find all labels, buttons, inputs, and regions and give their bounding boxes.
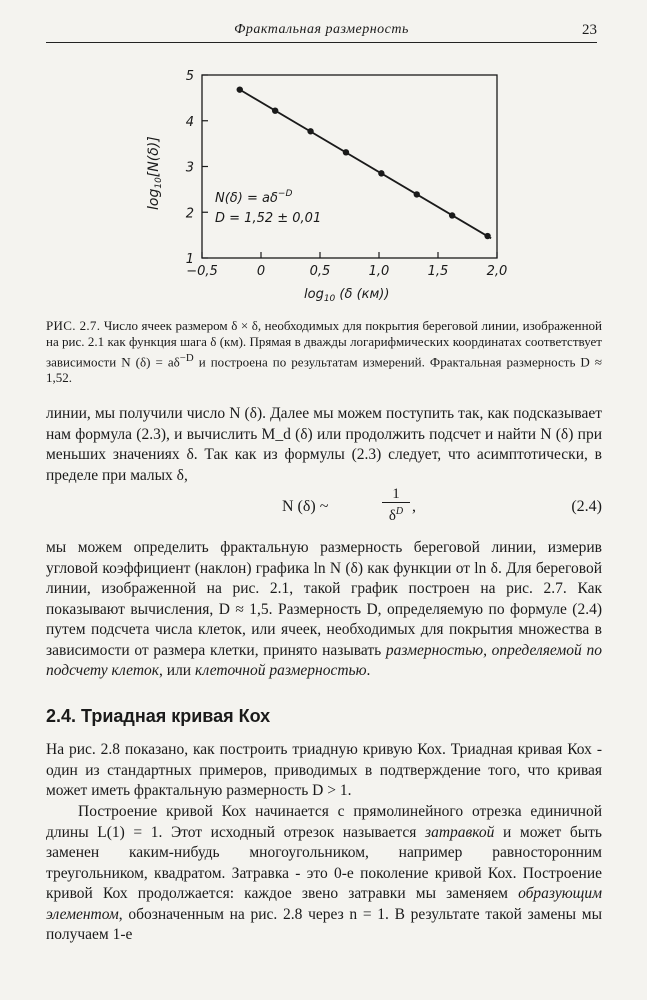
term-cell-dimension: клеточной размерностью	[194, 662, 367, 679]
data-point	[449, 212, 455, 218]
paragraph-1	[46, 404, 602, 486]
section-heading: 2.4. Триадная кривая Кох	[46, 706, 271, 726]
figure-2-7	[140, 70, 520, 310]
equation-number: (2.4)	[571, 498, 602, 515]
data-point	[307, 128, 313, 134]
y-tick-label: 3	[185, 160, 194, 176]
equation-fraction	[382, 486, 410, 525]
fraction-numerator: 1	[382, 486, 410, 503]
x-tick-label: 1,5	[427, 264, 449, 279]
y-tick-label: 1	[185, 252, 194, 267]
running-header	[46, 20, 597, 43]
term-generator: образующим элементом	[46, 885, 602, 923]
data-point	[343, 149, 349, 155]
fraction-denominator: $\delta^D$	[388, 506, 404, 524]
y-tick-label: 4	[185, 114, 194, 130]
y-tick-label: 2	[185, 206, 194, 222]
term-box-counting: размерностью, определяемой по подсчету клеток	[46, 641, 602, 679]
x-tick-label: 1,0	[368, 264, 390, 279]
fit-equation: $N(\delta) = a\delta^{-D}$	[215, 189, 293, 206]
page-number: 23	[582, 22, 597, 38]
term-initiator: затравкой	[425, 823, 495, 841]
x-tick-label: −0,5	[186, 264, 218, 279]
data-point	[414, 191, 420, 197]
plot-frame	[202, 75, 497, 258]
paragraph-1-text: линии, мы получили число N (δ). Далее мы можем поступить так, как подсказывает нам формула (2.3), и вычислить M_d (δ) или продолжить подсчет и найти N (δ) при меньших значениях δ. Так как из формулы (2.3) следует, что асимптотически, в пределе при малых δ,	[46, 405, 602, 484]
running-title: Фрактальная размерность	[234, 22, 409, 37]
paragraph-3-text: На рис. 2.8 показано, как построить триадную кривую Кох. Триадная кривая Кох - один из стандартных примеров, приводимых в подтверждение того, что кривая может иметь фрактальную размерность D > 1.	[46, 741, 602, 799]
equation-2-4	[46, 486, 602, 528]
x-axis-label: $\log_{10} (\delta$ (км))	[304, 287, 390, 304]
paragraph-2: мы можем определить фрактальную размерность береговой линии, измерив угловой коэффициент (наклон) графика ln N (δ) как функции от ln δ. Для береговой линии, изображенной на рис. 2.1, такой график построен на рис. 2.7. Как показывают вычисления, D ≈ 1,5. Размерность D, определяемую по формуле (2.4) путем подсчета числа клеток, или ячеек, необходимых для покрытия множества в зависимости от размера клетки, принято называть размерностью, определяемой по подсчету клеток, или клеточной размерностью.	[46, 539, 602, 679]
x-tick-label: 0,5	[309, 264, 331, 279]
x-tick-label: 2,0	[486, 264, 508, 279]
x-tick-label: 0	[256, 264, 266, 279]
data-point	[484, 233, 490, 239]
y-tick-label: 5	[185, 70, 194, 84]
caption-text: Число ячеек размером δ × δ, необходимых для покрытия береговой линии, изображенной на рис. 2.1 как функция шага δ (км). Прямая в дважды логарифмических координатах соответствует зависимости N (δ) = aδ	[46, 318, 602, 370]
log-log-chart	[140, 70, 520, 310]
paragraph-4: Построение кривой Кох начинается с прямолинейного отрезка единичной длины L(1) = 1. Этот исходный отрезок называется затравкой и может быть заменен каким-нибудь многоугольником, например равносторонним треугольником, квадратом. Затравка - это 0-е поколение кривой Кох. Построение кривой Кох продолжается: каждое звено затравки мы заменяем образующим элементом, обозначенным на рис. 2.8 через n = 1. В результате такой замены мы получаем 1-е	[46, 803, 602, 943]
paragraph-3	[46, 740, 602, 802]
data-point	[237, 86, 243, 92]
equation-lhs: N (δ) ~	[282, 498, 329, 515]
data-point	[378, 170, 384, 176]
dimension-value: D = 1,52 ± 0,01	[215, 211, 322, 226]
data-point	[272, 107, 278, 113]
equation-comma: ,	[412, 498, 416, 515]
y-axis-label: $\log_{10}[N(\delta)]$	[146, 136, 164, 210]
caption-label: РИС. 2.7.	[46, 318, 101, 333]
caption-text-end: и построена по результатам измерений. Фрактальная размерность D ≈ 1,52.	[46, 354, 602, 386]
caption-exponent: −D	[179, 352, 194, 364]
figure-caption	[46, 318, 602, 386]
